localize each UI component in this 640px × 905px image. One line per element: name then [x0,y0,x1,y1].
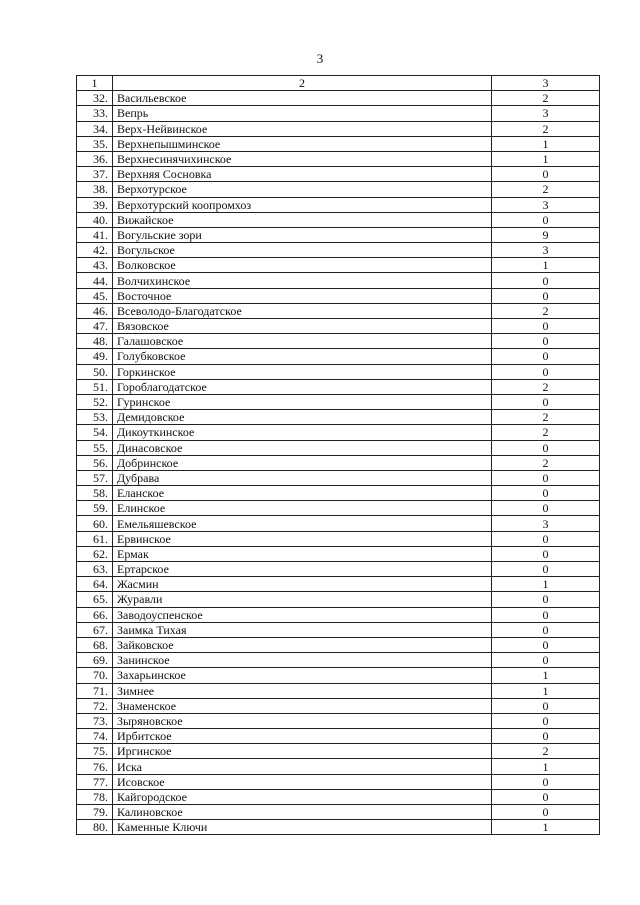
row-number-cell: 72. [77,698,113,713]
row-value-cell: 2 [492,182,600,197]
row-number-cell: 42. [77,243,113,258]
row-value-cell: 1 [492,668,600,683]
row-name-cell: Восточное [113,288,492,303]
row-number-cell: 63. [77,562,113,577]
table-row [77,486,600,501]
table-row [77,622,600,637]
row-value-cell: 0 [492,592,600,607]
row-name-cell: Добринское [113,455,492,470]
row-number-cell: 53. [77,410,113,425]
row-value-cell: 0 [492,789,600,804]
table-row [77,121,600,136]
row-number-cell: 48. [77,334,113,349]
table-row [77,410,600,425]
row-name-cell: Заимка Тихая [113,622,492,637]
row-number-cell: 51. [77,379,113,394]
row-number-cell: 47. [77,319,113,334]
row-value-cell: 0 [492,470,600,485]
row-value-cell: 0 [492,319,600,334]
row-name-cell: Васильевское [113,91,492,106]
table-header-row [77,76,600,91]
row-number-cell: 39. [77,197,113,212]
table-row [77,319,600,334]
row-name-cell: Вогульское [113,243,492,258]
row-name-cell: Захарьинское [113,668,492,683]
table-row [77,562,600,577]
row-number-cell: 64. [77,577,113,592]
row-name-cell: Вязовское [113,319,492,334]
row-number-cell: 67. [77,622,113,637]
row-value-cell: 1 [492,151,600,166]
row-name-cell: Вогульские зори [113,227,492,242]
row-name-cell: Зайковское [113,637,492,652]
row-name-cell: Всеволодо-Благодатское [113,303,492,318]
row-value-cell: 0 [492,288,600,303]
table-row [77,759,600,774]
table-row [77,774,600,789]
row-value-cell: 0 [492,607,600,622]
row-number-cell: 70. [77,668,113,683]
table-row [77,592,600,607]
row-number-cell: 46. [77,303,113,318]
row-value-cell: 2 [492,121,600,136]
row-name-cell: Жасмин [113,577,492,592]
table-row [77,151,600,166]
row-number-cell: 77. [77,774,113,789]
row-name-cell: Дикоуткинское [113,425,492,440]
row-value-cell: 0 [492,501,600,516]
table-row [77,577,600,592]
row-value-cell: 1 [492,683,600,698]
row-number-cell: 76. [77,759,113,774]
table-row [77,334,600,349]
row-value-cell: 3 [492,106,600,121]
table-row [77,425,600,440]
table-row [77,653,600,668]
row-number-cell: 40. [77,212,113,227]
row-number-cell: 75. [77,744,113,759]
row-number-cell: 52. [77,394,113,409]
table-row [77,227,600,242]
row-number-cell: 74. [77,729,113,744]
row-number-cell: 54. [77,425,113,440]
row-name-cell: Исовское [113,774,492,789]
page-number: 3 [316,51,324,66]
row-name-cell: Вижайское [113,212,492,227]
row-value-cell: 1 [492,136,600,151]
row-name-cell: Занинское [113,653,492,668]
row-name-cell: Динасовское [113,440,492,455]
row-value-cell: 3 [492,197,600,212]
row-name-cell: Ервинское [113,531,492,546]
row-name-cell: Гуринское [113,394,492,409]
table-row [77,91,600,106]
row-name-cell: Заводоуспенское [113,607,492,622]
table-row [77,683,600,698]
row-value-cell: 1 [492,577,600,592]
table-row [77,197,600,212]
row-value-cell: 9 [492,227,600,242]
row-value-cell: 0 [492,167,600,182]
table-row [77,394,600,409]
row-number-cell: 44. [77,273,113,288]
row-name-cell: Верх-Нейвинское [113,121,492,136]
row-value-cell: 1 [492,820,600,835]
row-value-cell: 0 [492,394,600,409]
row-name-cell: Калиновское [113,805,492,820]
row-value-cell: 3 [492,243,600,258]
row-number-cell: 57. [77,470,113,485]
row-value-cell: 0 [492,546,600,561]
table-row [77,501,600,516]
row-name-cell: Верхотурский коопромхоз [113,197,492,212]
table-row [77,698,600,713]
header-cell-name: 2 [113,76,492,91]
row-name-cell: Горкинское [113,364,492,379]
row-name-cell: Ирбитское [113,729,492,744]
row-name-cell: Галашовское [113,334,492,349]
row-number-cell: 55. [77,440,113,455]
table-row [77,364,600,379]
row-number-cell: 38. [77,182,113,197]
row-name-cell: Верхнепышминское [113,136,492,151]
row-number-cell: 56. [77,455,113,470]
header-cell-value: 3 [492,76,600,91]
row-number-cell: 59. [77,501,113,516]
table-row [77,288,600,303]
row-number-cell: 33. [77,106,113,121]
row-name-cell: Еланское [113,486,492,501]
table-row [77,273,600,288]
table-row [77,516,600,531]
row-value-cell: 0 [492,212,600,227]
row-value-cell: 0 [492,805,600,820]
row-name-cell: Волковское [113,258,492,273]
table-row [77,729,600,744]
row-number-cell: 66. [77,607,113,622]
table-row [77,637,600,652]
row-value-cell: 0 [492,653,600,668]
row-name-cell: Зыряновское [113,713,492,728]
row-name-cell: Ертарское [113,562,492,577]
row-number-cell: 36. [77,151,113,166]
table-row [77,303,600,318]
table-row [77,455,600,470]
row-name-cell: Елинское [113,501,492,516]
table-row [77,136,600,151]
row-name-cell: Верхнесинячихинское [113,151,492,166]
row-value-cell: 0 [492,349,600,364]
table-row [77,182,600,197]
row-name-cell: Емельяшевское [113,516,492,531]
row-name-cell: Верхотурское [113,182,492,197]
row-name-cell: Каменные Ключи [113,820,492,835]
row-value-cell: 0 [492,698,600,713]
row-name-cell: Верхняя Сосновка [113,167,492,182]
table-row [77,713,600,728]
row-value-cell: 0 [492,364,600,379]
registry-table [76,75,600,835]
row-number-cell: 79. [77,805,113,820]
row-value-cell: 2 [492,303,600,318]
row-name-cell: Иска [113,759,492,774]
row-value-cell: 0 [492,531,600,546]
row-value-cell: 2 [492,410,600,425]
row-number-cell: 41. [77,227,113,242]
row-value-cell: 0 [492,334,600,349]
row-value-cell: 2 [492,455,600,470]
row-number-cell: 43. [77,258,113,273]
row-value-cell: 0 [492,729,600,744]
table-row [77,820,600,835]
row-value-cell: 0 [492,713,600,728]
row-name-cell: Дубрава [113,470,492,485]
row-number-cell: 80. [77,820,113,835]
row-name-cell: Иргинское [113,744,492,759]
row-name-cell: Зимнее [113,683,492,698]
row-number-cell: 60. [77,516,113,531]
row-value-cell: 2 [492,91,600,106]
row-value-cell: 0 [492,774,600,789]
row-name-cell: Журавли [113,592,492,607]
row-number-cell: 78. [77,789,113,804]
row-name-cell: Вепрь [113,106,492,121]
table-row [77,744,600,759]
table-row [77,668,600,683]
row-number-cell: 69. [77,653,113,668]
row-name-cell: Ермак [113,546,492,561]
row-number-cell: 68. [77,637,113,652]
row-number-cell: 45. [77,288,113,303]
row-number-cell: 65. [77,592,113,607]
row-number-cell: 34. [77,121,113,136]
row-value-cell: 1 [492,759,600,774]
table-row [77,805,600,820]
row-number-cell: 50. [77,364,113,379]
row-value-cell: 0 [492,637,600,652]
row-value-cell: 0 [492,273,600,288]
row-value-cell: 0 [492,622,600,637]
row-number-cell: 35. [77,136,113,151]
table-row [77,789,600,804]
table-row [77,349,600,364]
row-value-cell: 0 [492,486,600,501]
header-cell-number: 1 [77,76,113,91]
table-row [77,531,600,546]
row-value-cell: 2 [492,425,600,440]
row-name-cell: Кайгородское [113,789,492,804]
row-value-cell: 2 [492,744,600,759]
table-row [77,440,600,455]
row-number-cell: 71. [77,683,113,698]
row-number-cell: 61. [77,531,113,546]
row-number-cell: 62. [77,546,113,561]
table-row [77,607,600,622]
row-name-cell: Волчихинское [113,273,492,288]
row-number-cell: 49. [77,349,113,364]
row-value-cell: 2 [492,379,600,394]
table-body [77,76,600,835]
row-number-cell: 32. [77,91,113,106]
row-name-cell: Голубковское [113,349,492,364]
table-row [77,243,600,258]
row-number-cell: 58. [77,486,113,501]
table-row [77,546,600,561]
row-value-cell: 0 [492,440,600,455]
table-row [77,106,600,121]
row-number-cell: 37. [77,167,113,182]
table-row [77,470,600,485]
row-value-cell: 1 [492,258,600,273]
row-name-cell: Знаменское [113,698,492,713]
row-value-cell: 0 [492,562,600,577]
row-name-cell: Гороблагодатское [113,379,492,394]
table-row [77,258,600,273]
row-name-cell: Демидовское [113,410,492,425]
row-number-cell: 73. [77,713,113,728]
row-value-cell: 3 [492,516,600,531]
table-row [77,212,600,227]
table-row [77,167,600,182]
table-row [77,379,600,394]
